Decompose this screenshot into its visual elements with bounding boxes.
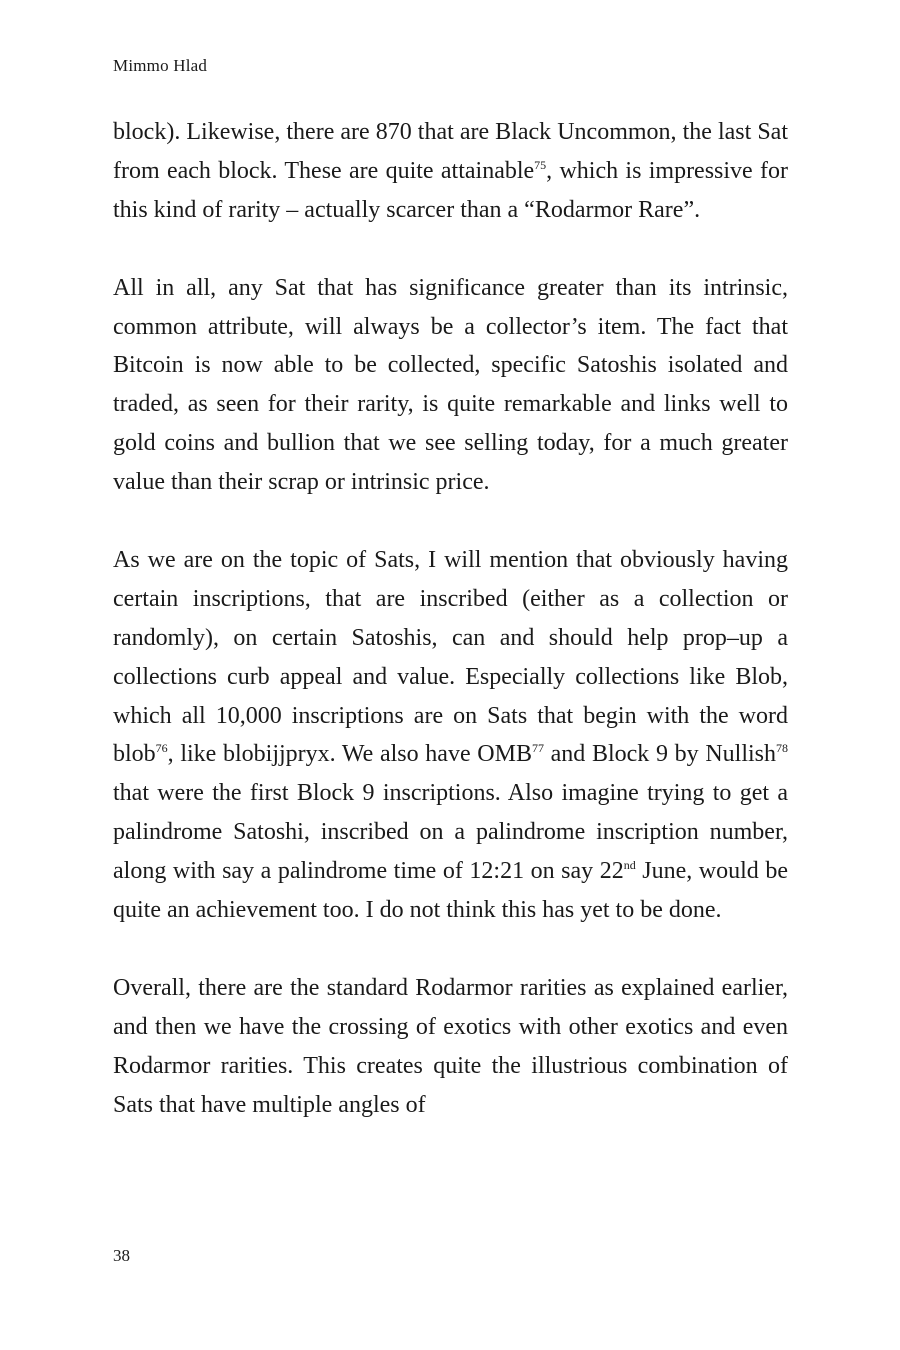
paragraph-text: Overall, there are the standard Rodarmor rarities as explained earlier, and then we have the crossing of exotics with other exotics and even Rodarmor rarities. This creates quite the illustrious combination of Sats that have multiple angles of <box>113 974 788 1118</box>
running-head-author: Mimmo Hlad <box>113 56 208 75</box>
paragraph-4 <box>113 969 788 1125</box>
body-text <box>113 113 788 1125</box>
paragraph-text: and Block 9 by Nullish <box>543 741 776 768</box>
footnote-ref-77: 77 <box>531 741 544 756</box>
page-number: 38 <box>113 1246 130 1265</box>
paragraph-text: block). Likewise, there are 870 that are Black Uncommon, the last Sat from each block. These are quite attainable <box>113 119 788 184</box>
paragraph-text: As we are on the topic of Sats, I will mention that obviously having certain inscriptions, that are inscribed (either as a collection or randomly), on certain Satoshis, can and should help prop–up a collections curb appeal and value. Especially collections like Blob, which all 10,000 inscriptions are on Sats that begin with the word blob <box>113 546 788 768</box>
paragraph-text: June, would be quite an achievement too. I do not think this has yet to be done. <box>113 858 788 924</box>
ordinal-suffix: nd <box>623 858 636 873</box>
paragraph-text: that were the first Block 9 inscriptions. Also imagine trying to get a palindrome Satoshi, inscribed on a palindrome inscription number, along with say a palindrome time of 12:21 on say 22 <box>113 780 788 885</box>
footnote-ref-75: 75 <box>534 157 547 172</box>
paragraph-3 <box>113 541 788 930</box>
paragraph-2 <box>113 269 788 502</box>
paragraph-text: All in all, any Sat that has significance greater than its intrinsic, common attribute, will always be a collector’s item. The fact that Bitcoin is now able to be collected, specific Satoshis isolated and traded, as seen for their rarity, is quite remarkable and links well to gold coins and bullion that we see selling today, for a much greater value than their scrap or intrinsic price. <box>113 274 788 496</box>
footnote-ref-78: 78 <box>776 741 788 756</box>
paragraph-text: , like blobijjpryx. We also have OMB <box>167 741 532 768</box>
paragraph-1 <box>113 113 788 230</box>
paragraph-text: , which is impressive for this kind of rarity – actually scarcer than a “Rodarmor Rare”. <box>113 157 788 223</box>
footnote-ref-76: 76 <box>155 741 168 756</box>
